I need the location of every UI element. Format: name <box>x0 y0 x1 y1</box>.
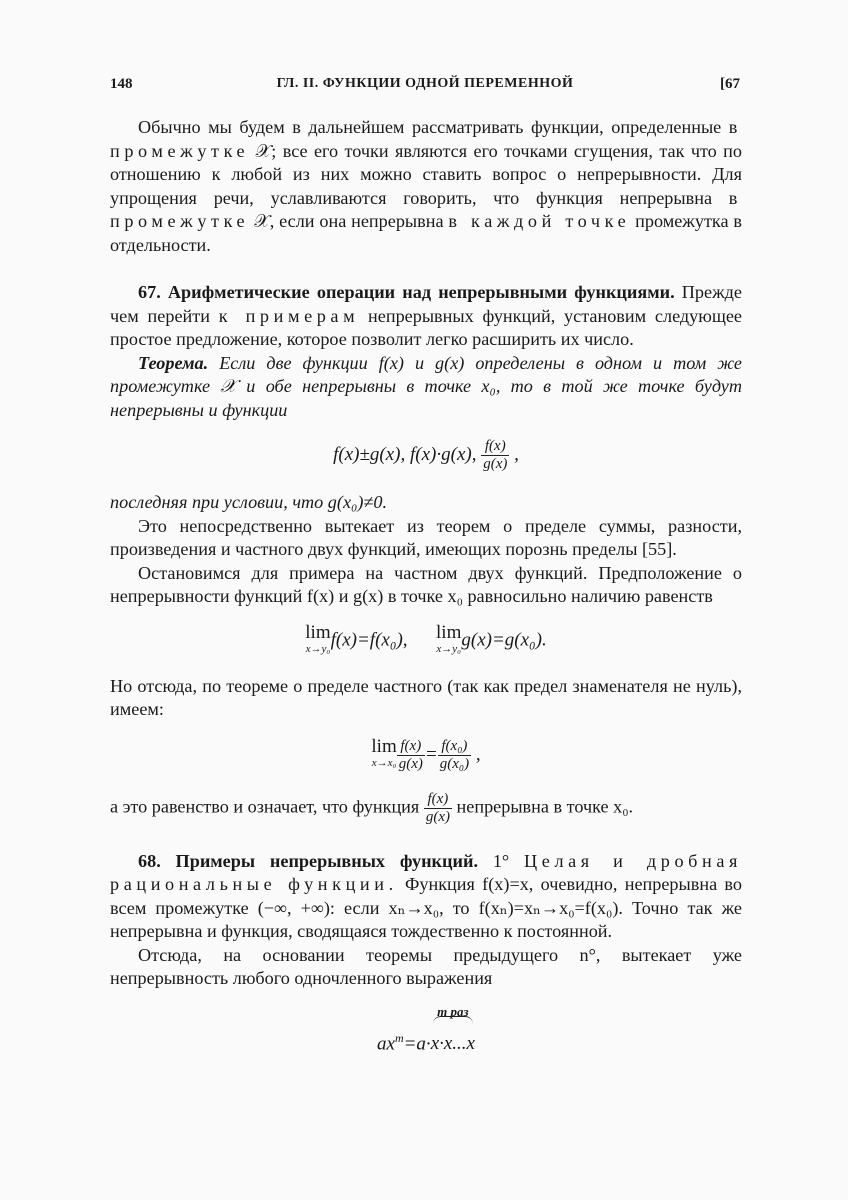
overbrace: m раз x·x...x <box>430 1003 475 1054</box>
means-paragraph: а это равенство и означает, что функция $\frac{f(x)}{g(x)}$ непрерывна в точке x₀. <box>110 790 634 825</box>
monomial-formula: $ax^m=a\cdot$ m раз x·x...x <box>377 1003 475 1054</box>
section-68-paragraph: 68. Примеры непрерывных функций. 1° Целая и дробная рациональные функции. Функция f(x)=x, очевидно, непрерывна во всем промежутке (−∞, +∞): если xₙ→x₀, то f(xₙ)=xₙ→x₀=f(x₀). Точно так же непрерывна и функция, сводящаяся тождественно к постоянной. <box>110 850 742 941</box>
last-paragraph: Отсюда, на основании теоремы предыдущего n°, вытекает уже непрерывность любого одночленного выражения <box>110 944 742 988</box>
theorem-condition: последняя при условии, что g(x₀)≠0. <box>110 492 388 512</box>
limit-quotient-formula: lim x→x₀ $\frac{f(x)}{g(x)}$ = $\frac{\text{f(x₀)}}{\text{g(x₀)}}$ , <box>371 736 481 772</box>
fraction: $\frac{f(x)}{g(x)}$ <box>483 438 508 472</box>
example-paragraph: Остановимся для примера на частном двух функций. Предположение о непрерывности функций f(x) и g(x) в точке x₀ равносильно наличию равенств <box>110 562 742 606</box>
proof-paragraph: Это непосредственно вытекает из теорем о пределе суммы, разности, произведения и частного двух функций, имеющих порознь пределы [55]. <box>110 515 742 559</box>
limit-2: lim x→y₀ <box>436 621 462 655</box>
section-67-title: 67. Арифметические операции над непрерывными функциями. <box>138 282 675 302</box>
theorem-paragraph: Теорема. Если две функции f(x) и g(x) определены в одном и том же промежутке 𝒳 и обе непрерывны в точке x₀, то в той же точке будут непрерывны и функции <box>110 352 742 420</box>
page-number: 148 <box>110 76 133 92</box>
page-body <box>110 116 742 1073</box>
running-header <box>110 76 740 102</box>
theorem-label: Теорема. <box>138 352 209 373</box>
hence-paragraph: Но отсюда, по теореме о пределе частного (так как предел знаменателя не нуль), имеем: <box>110 675 742 719</box>
section-marker: [67 <box>720 76 740 92</box>
limit-1: lim x→y₀ <box>305 621 331 655</box>
limits-formula: lim x→y₀ f(x)=f(x₀), lim x→y₀ g(x)=g(x₀). <box>305 621 547 655</box>
running-title: ГЛ. II. ФУНКЦИИ ОДНОЙ ПЕРЕМЕННОЙ <box>276 76 574 91</box>
intro-paragraph: Обычно мы будем в дальнейшем рассматривать функции, определенные в промежутке 𝒳; все его точки являются его точками сгущения, так что по отношению к любой из них можно ставить вопрос о непрерывности. Для упрощения речи, уславливаются говорить, что функция непрерывна в промежутке 𝒳, если она непрерывна в каждой точке промежутка в отдельности. <box>110 117 742 255</box>
section-67-paragraph: 67. Арифметические операции над непрерывными функциями. Прежде чем перейти к примерам непрерывных функций, установим следующее простое предложение, которое позволит легко расширить их число. <box>110 282 742 349</box>
theorem-formula: f(x)±g(x), f(x)·g(x), $\frac{f(x)}{g(x)}$ , <box>333 438 519 472</box>
section-68-title: 68. Примеры непрерывных функций. <box>138 850 479 871</box>
